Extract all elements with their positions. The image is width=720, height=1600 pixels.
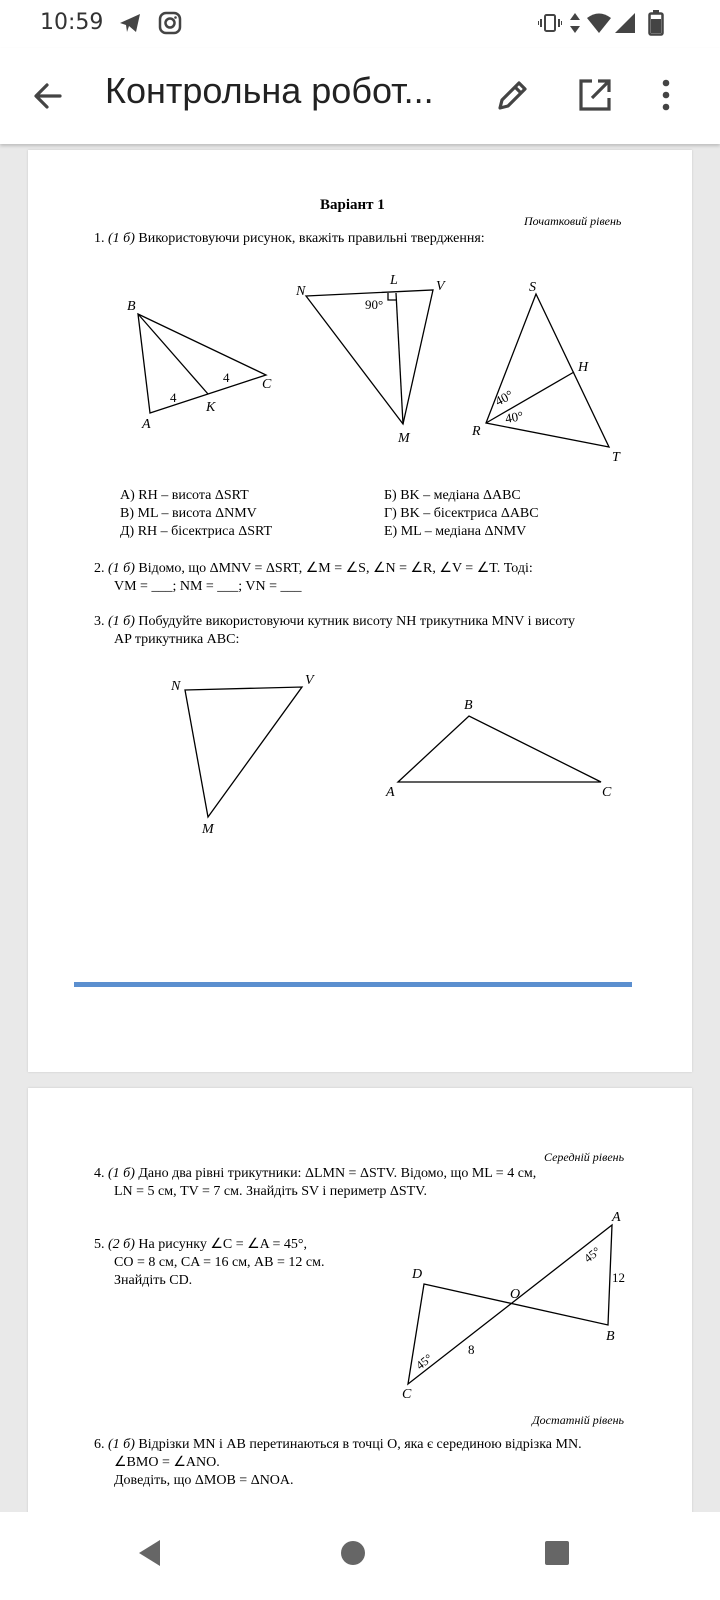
level-middle: Середній рівень [544,1150,625,1164]
nav-back-icon[interactable] [136,1538,164,1568]
q3-label-C: C [602,785,612,800]
q4-points: (1 б) [108,1166,135,1181]
label-R: R [472,424,481,439]
q5-label-8: 8 [468,1342,475,1357]
system-nav-bar [0,1512,720,1600]
question-3 [94,613,575,630]
question-6 [94,1436,582,1453]
label-V: V [436,279,445,294]
q5-line2: CO = 8 см, CA = 16 см, AB = 12 см. [114,1255,325,1270]
q3-line2: AP трикутника ABC: [114,632,240,647]
q5-angle-C: 45° [413,1350,436,1373]
signal-icon [614,12,636,34]
label-L: L [390,273,398,288]
option-d: Д) RH – бісектриса ΔSRT [120,524,273,539]
q3-label-V: V [305,673,314,688]
q5-line1: На рисунку ∠C = ∠A = 45°, [138,1237,307,1252]
label-K: K [206,400,216,415]
variant-heading: Варіант 1 [320,197,385,213]
q6-points: (1 б) [108,1437,135,1452]
vibrate-icon [538,13,562,33]
q2-number: 2. [94,561,105,576]
app-bar [0,48,720,144]
q5-label-D: D [412,1267,423,1282]
instagram-icon [158,11,182,35]
q4-number: 4. [94,1166,105,1181]
q5-figure [28,1088,692,1418]
q1-number: 1. [94,231,105,246]
q3-figures [28,650,692,850]
q3-label-M: M [202,822,214,837]
q4-line1: Дано два рівні трикутники: ΔLMN = ΔSTV. Відомо, що ML = 4 см, [138,1166,537,1181]
q3-number: 3. [94,614,105,629]
open-external-icon[interactable] [576,76,614,114]
q5-label-O: O [510,1287,521,1302]
triangle-abc-figure [138,314,266,413]
q2-points: (1 б) [108,561,135,576]
status-time: 10:59 [40,10,104,35]
label-40-2: 40° [503,408,525,426]
label-S: S [529,280,536,295]
q2-line2: VM = ___; NM = ___; VN = ___ [114,579,302,594]
q5-label-B: B [606,1329,615,1344]
pencil-icon[interactable] [494,76,532,114]
status-bar [0,0,720,48]
label-A: A [142,417,151,432]
q4-line2: LN = 5 см, TV = 7 см. Знайдіть SV і периметр ΔSTV. [114,1184,427,1199]
triangle-mnv-q3 [185,687,302,817]
q1-text: Використовуючи рисунок, вкажіть правильні твердження: [138,231,485,246]
q1-points: (1 б) [108,231,135,246]
q2-line1: Відомо, що ΔMNV = ΔSRT, ∠M = ∠S, ∠N = ∠R, ∠V = ∠T. Тоді: [138,561,533,576]
more-vert-icon[interactable] [654,76,678,114]
label-M: M [398,431,410,446]
q6-line1: Відрізки MN і AB перетинаються в точці O, яка є серединою відрізка MN. [138,1437,582,1452]
q3-line1: Побудуйте використовуючи кутник висоту NH трикутника MNV і висоту [138,614,576,629]
option-e: Е) ML – медіана ΔNMV [384,524,527,539]
label-kc: 4 [223,370,230,385]
document-page-1 [28,150,692,1072]
level-sufficient: Достатній рівень [532,1413,625,1427]
label-40-1: 40° [492,386,516,409]
option-g: Г) BK – бісектриса ΔABC [384,506,539,521]
level-initial: Початковий рівень [524,214,622,228]
q3-label-A: A [386,785,395,800]
document-page-2 [28,1088,692,1518]
q5-label-A: A [612,1210,621,1225]
q3-label-B: B [464,698,473,713]
document-title: Контрольна робот... [105,70,434,111]
battery-icon [648,10,664,36]
q5-label-12: 12 [612,1270,625,1285]
label-C: C [262,377,272,392]
section-divider [74,982,632,987]
option-a: А) RH – висота ΔSRT [120,488,249,503]
label-T: T [612,450,620,465]
q3-label-N: N [171,679,181,694]
arrow-back-icon[interactable] [30,78,66,114]
q6-number: 6. [94,1437,105,1452]
option-v: В) ML – висота ΔNMV [120,506,257,521]
triangle-abc-q3 [398,716,601,782]
q6-line3: Доведіть, що ΔMOB = ΔNOA. [114,1473,294,1488]
q6-line2: ∠BMO = ∠ANO. [114,1455,220,1470]
option-b: Б) BK – медіана ΔABC [384,488,521,503]
q5-number: 5. [94,1237,105,1252]
wifi-icon [586,12,612,34]
q3-points: (1 б) [108,614,135,629]
question-2 [94,560,533,577]
nav-home-icon[interactable] [340,1540,366,1566]
bowtie-figure [408,1225,612,1384]
q5-line3: Знайдіть CD. [114,1273,193,1288]
triangle-srt-figure [486,294,609,447]
nav-recents-icon[interactable] [544,1540,570,1566]
label-H: H [578,360,589,375]
q5-angle-A: 45° [581,1243,604,1266]
label-90: 90° [365,297,384,312]
data-arrows-icon [568,12,582,34]
label-ak: 4 [170,390,177,405]
label-B: B [127,299,136,314]
q5-label-C: C [402,1387,412,1402]
q1-figures [28,150,692,630]
q5-points: (2 б) [108,1237,135,1252]
label-N: N [296,284,306,299]
telegram-icon [118,12,142,34]
